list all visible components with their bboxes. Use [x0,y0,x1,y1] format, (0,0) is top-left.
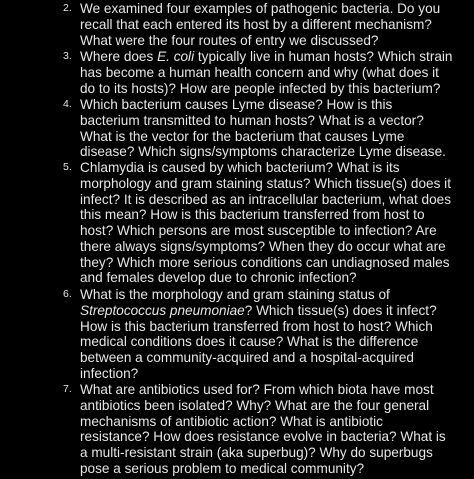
question-number: 3. [63,50,72,62]
question-line [80,303,474,319]
question-2 [0,1,474,48]
question-line: resistance? How does resistance evolve in bacteria? What is [80,429,446,445]
question-line: What were the four routes of entry we discussed? [80,32,379,48]
question-5 [0,160,474,286]
question-line: do to its hosts)? How are people infected by this bacterium? [80,80,441,96]
question-line: and females develop due to chronic infection? [80,270,357,286]
question-number: 5. [63,161,72,173]
question-line: We examined four examples of pathogenic bacteria. Do you [80,1,441,16]
question-line: antibiotics been isolated? Why? What are the four general [80,397,430,413]
question-line: disease? Which signs/symptoms characterize Lyme disease. [80,144,446,160]
question-line: bacterium transmitted to human hosts? What is a vector? [80,112,424,128]
question-line: infection? [80,365,139,381]
question-line: What are antibiotics used for? From which biota have most [80,382,434,397]
question-line: How is this bacterium transferred from host to host? Which [80,318,433,334]
species-name-italic: Streptococcus pneumoniae [80,302,245,318]
question-line: Chlamydia is caused by which bacterium? What is its [80,160,400,175]
question-line: Which bacterium causes Lyme disease? How is this [80,97,393,112]
question-6 [0,287,474,382]
question-line [80,49,474,65]
question-line: a multi-resistant strain (aka superbug)? Why do superbugs [80,445,433,460]
question-line: recall that each entered its host by a different mechanism? [80,16,432,32]
question-line: pose a serious problem to medical community? [80,460,365,476]
question-number: 4. [63,98,72,110]
question-7 [0,382,474,477]
question-text-segment: typically live in human hosts? Which strain [194,49,453,64]
question-line: infect? It is described as an intracellular bacterium, what does [80,191,451,207]
question-number: 7. [63,383,72,395]
question-line: morphology and gram staining status? Which tissue(s) does it [80,175,451,191]
question-4 [0,97,474,160]
question-line: has become a human health concern and why (what does it [80,64,439,80]
question-text-segment: ? Which tissue(s) does it infect? [244,302,437,318]
question-number: 2. [63,2,72,14]
question-line: there always signs/symptoms? When they do occur what are [80,238,446,254]
question-text-segment: Where does [80,49,158,64]
species-name-italic: E. coli [157,49,195,64]
question-line: this mean? How is this bacterium transferred from host to [80,207,425,223]
question-line: What is the morphology and gram staining status of [80,287,390,302]
question-line: medical conditions does it cause? What is the difference [80,334,419,350]
question-3 [0,49,474,96]
question-line: between a community-acquired and a hospital-acquired [80,350,414,365]
question-line: mechanisms of antibiotic action? What is antibiotic [80,413,383,429]
question-line: What is the vector for the bacterium that causes Lyme [80,128,405,144]
question-line: they? Which more serious conditions can undiagnosed males [80,254,450,270]
question-number: 6. [63,288,72,300]
question-line: host? Which persons are most susceptible to infection? Are [80,223,437,238]
